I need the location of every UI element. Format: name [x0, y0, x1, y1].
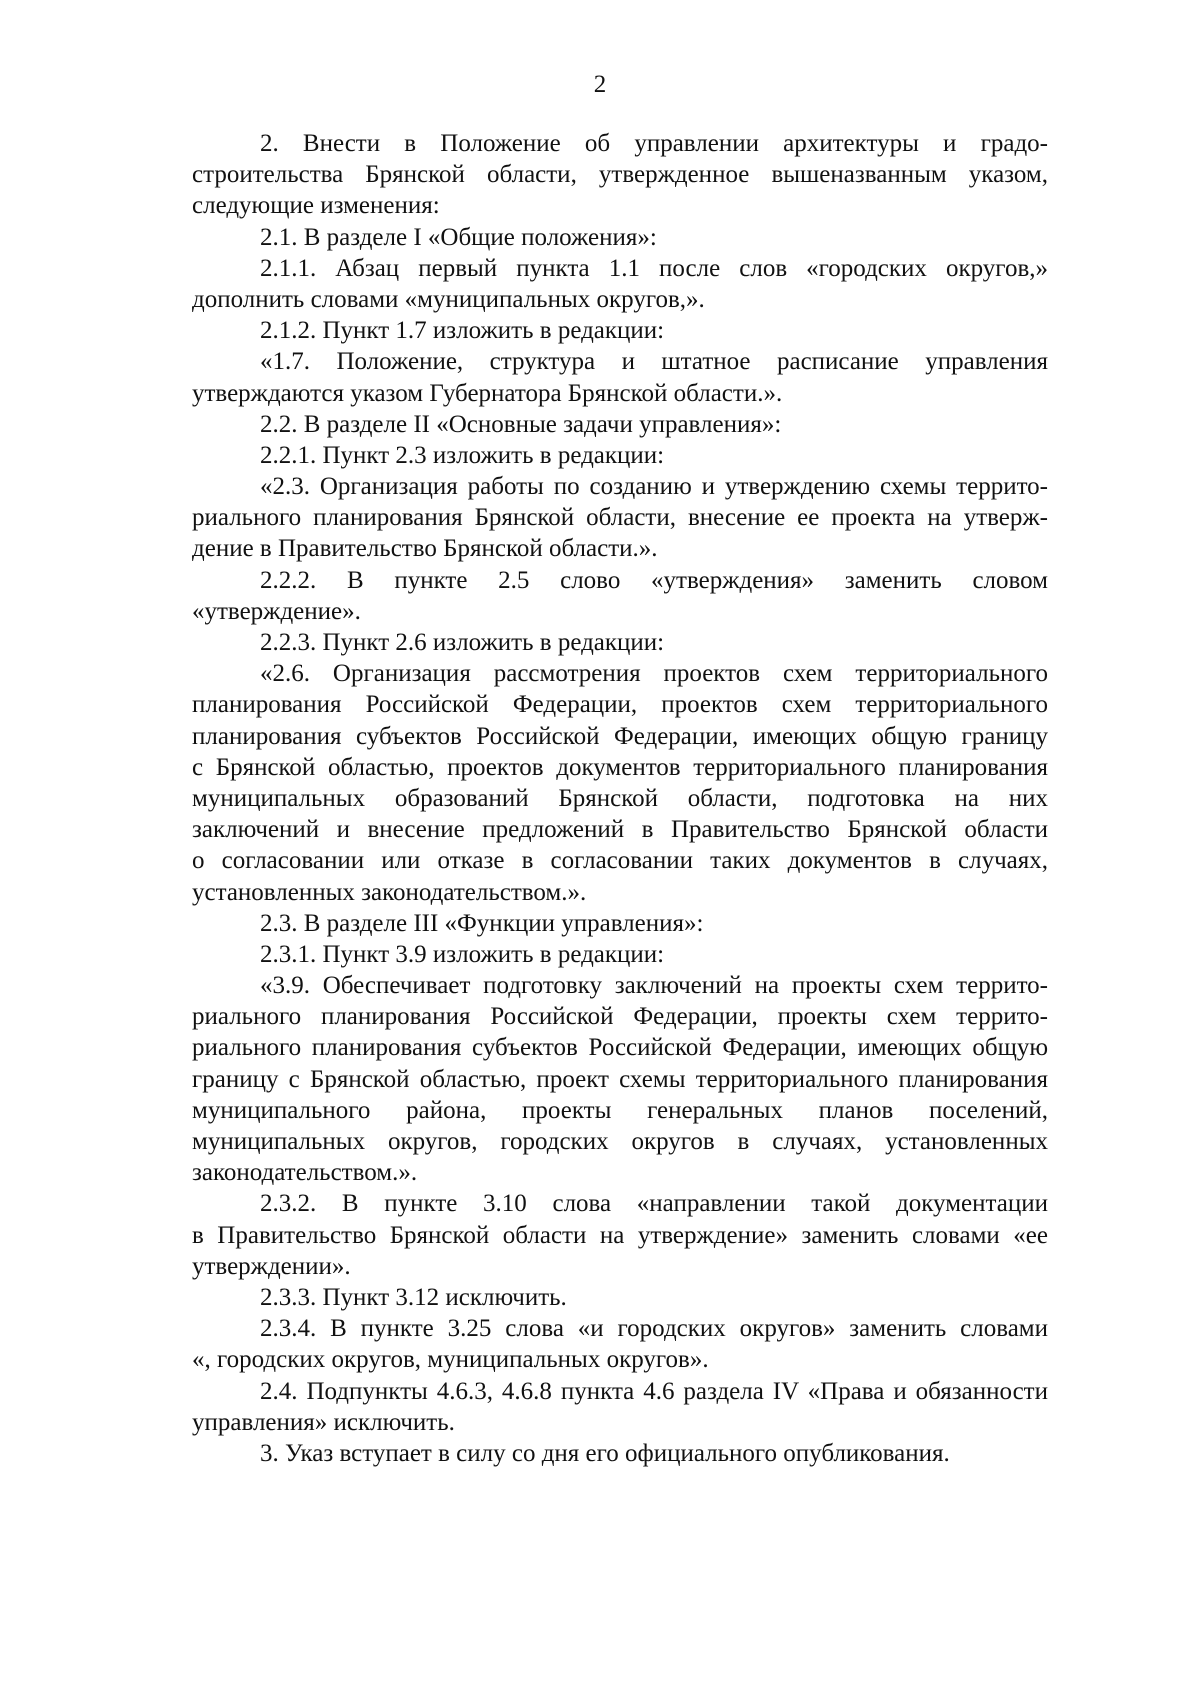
text-line: 2.3.2. В пункте 3.10 слова «направлении такой документации — [260, 1190, 1048, 1218]
text-line: законодательством.». — [192, 1159, 418, 1187]
text-line: планирования субъектов Российской Федерации, имеющих общую границу — [192, 722, 1048, 750]
text-line: 2.4. Подпункты 4.6.3, 4.6.8 пункта 4.6 раздела IV «Права и обязанности — [260, 1377, 1048, 1405]
text-line: 3. Указ вступает в силу со дня его официального опубликования. — [260, 1439, 950, 1467]
text-line: 2.2.1. Пункт 2.3 изложить в редакции: — [260, 441, 665, 469]
text-line: 2.1. В разделе I «Общие положения»: — [260, 223, 657, 251]
text-line: 2.1.1. Абзац первый пункта 1.1 после слов «городских округов,» — [260, 254, 1048, 282]
text-line: 2.2. В разделе II «Основные задачи управления»: — [260, 410, 782, 438]
text-line: следующие изменения: — [192, 192, 440, 220]
text-line: муниципальных образований Брянской области, подготовка на них — [192, 784, 1048, 812]
text-line: в Правительство Брянской области на утверждение» заменить словами «ее — [192, 1221, 1048, 1249]
page-number: 2 — [593, 71, 607, 98]
text-line: «3.9. Обеспечивает подготовку заключений на проекты схем террито- — [260, 972, 1048, 1000]
text-line: утверждаются указом Губернатора Брянской области.». — [192, 379, 783, 407]
text-line: 2. Внести в Положение об управлении архитектуры и градо- — [260, 130, 1048, 157]
text-line: 2.1.2. Пункт 1.7 изложить в редакции: — [260, 317, 665, 345]
text-line: установленных законодательством.». — [192, 878, 587, 906]
text-line: 2.3.4. В пункте 3.25 слова «и городских округов» заменить словами — [260, 1315, 1048, 1343]
text-line: «, городских округов, муниципальных округов». — [192, 1346, 709, 1374]
text-line: «1.7. Положение, структура и штатное расписание управления — [260, 348, 1048, 376]
text-line: 2.3.1. Пункт 3.9 изложить в редакции: — [260, 940, 665, 968]
text-line: муниципальных округов, городских округов в случаях, установленных — [192, 1128, 1048, 1155]
text-line: планирования Российской Федерации, проектов схем территориального — [192, 691, 1048, 719]
text-line: утверждении». — [192, 1252, 351, 1280]
text-line: 2.2.2. В пункте 2.5 слово «утверждения» заменить словом — [260, 566, 1048, 594]
text-line: «2.3. Организация работы по созданию и утверждению схемы террито- — [260, 473, 1048, 501]
text-line: 2.2.3. Пункт 2.6 изложить в редакции: — [260, 629, 665, 656]
text-line: муниципального района, проекты генеральных планов поселений, — [192, 1096, 1048, 1124]
text-line: с Брянской областью, проектов документов территориального планирования — [192, 753, 1048, 781]
text-line: строительства Брянской области, утвержденное вышеназванным указом, — [192, 161, 1048, 189]
text-line: о согласовании или отказе в согласовании таких документов в случаях, — [192, 847, 1048, 875]
text-line: заключений и внесение предложений в Правительство Брянской области — [192, 816, 1048, 844]
text-line: «утверждение». — [192, 597, 361, 625]
document-body — [192, 128, 1048, 1469]
text-line: «2.6. Организация рассмотрения проектов схем территориального — [260, 660, 1048, 688]
text-line: дение в Правительство Брянской области.». — [192, 535, 658, 563]
text-line: риального планирования Российской Федерации, проекты схем террито- — [192, 1003, 1048, 1031]
text-line: 2.3.3. Пункт 3.12 исключить. — [260, 1283, 567, 1311]
text-line: риального планирования Брянской области, внесение ее проекта на утверж- — [192, 504, 1048, 532]
text-line: риального планирования субъектов Российской Федерации, имеющих общую — [192, 1034, 1048, 1062]
text-line: 2.3. В разделе III «Функции управления»: — [260, 909, 704, 937]
text-line: границу с Брянской областью, проект схемы территориального планирования — [192, 1065, 1048, 1093]
text-line: дополнить словами «муниципальных округов,». — [192, 285, 705, 313]
text-line: управления» исключить. — [192, 1408, 455, 1436]
